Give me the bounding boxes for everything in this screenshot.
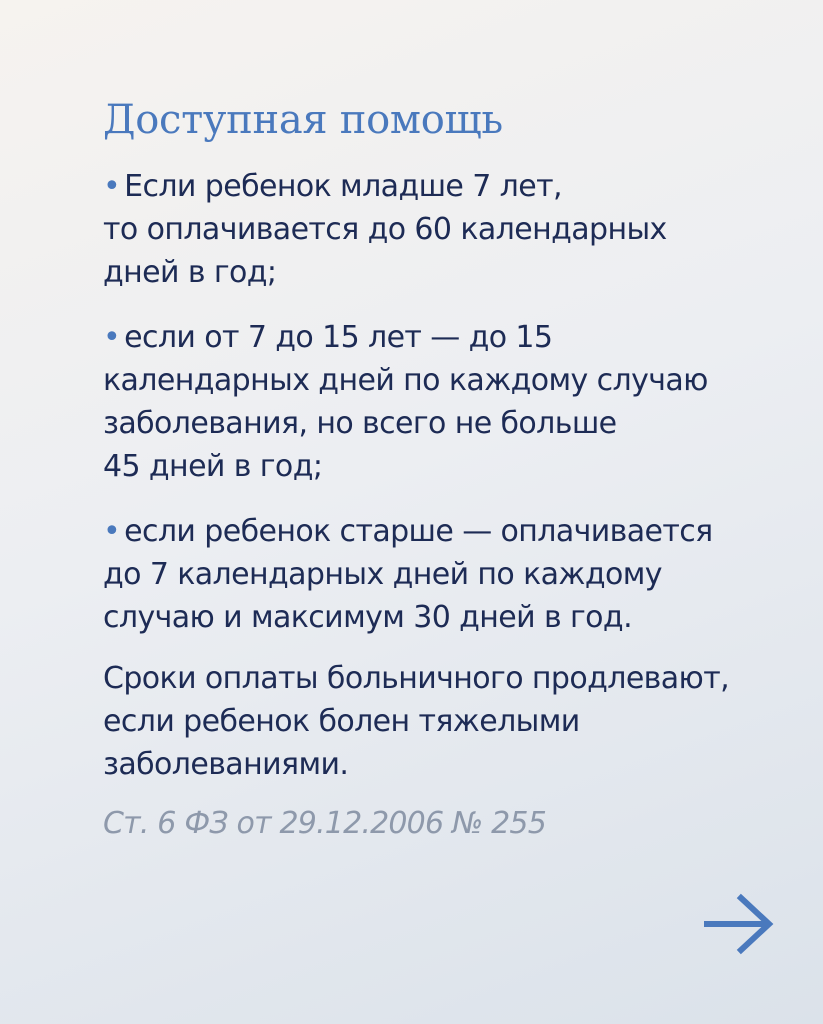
list-item-2-line-4: 45 дней в год; — [103, 449, 323, 484]
list-item-1-line-1: • Если ребенок младше 7 лет, — [103, 169, 562, 204]
list-item-2-line-2: календарных дней по каждому случаю — [103, 363, 708, 398]
list-item-1-line-2: то оплачивается до 60 календарных — [103, 212, 667, 247]
bullet-icon: • — [103, 320, 121, 355]
arrow-right-icon[interactable] — [703, 893, 775, 955]
list-item-3-line-3: случаю и максимум 30 дней в год. — [103, 600, 633, 635]
list-item-2-line-1: • если от 7 до 15 лет — до 15 — [103, 320, 553, 355]
bullet-icon: • — [103, 514, 121, 549]
bullet-icon: • — [103, 169, 121, 204]
list-item-1-line-3: дней в год; — [103, 255, 277, 290]
note-line-3: заболеваниями. — [103, 747, 349, 782]
list-item-3-line-2: до 7 календарных дней по каждому — [103, 557, 662, 592]
list-item-2-line-3: заболевания, но всего не больше — [103, 406, 617, 441]
list-item-3-line-1: • если ребенок старше — оплачивается — [103, 514, 713, 549]
note-line-2: если ребенок болен тяжелыми — [103, 704, 580, 739]
law-reference: Ст. 6 ФЗ от 29.12.2006 № 255 — [103, 806, 546, 841]
note-line-1: Сроки оплаты больничного продлевают, — [103, 661, 730, 696]
page-title: Доступная помощь — [103, 97, 503, 143]
